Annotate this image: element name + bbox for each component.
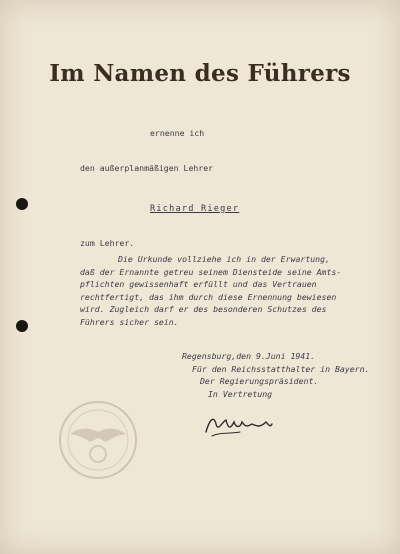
recipient-name: Richard Rieger — [150, 204, 240, 214]
punch-hole — [16, 320, 28, 332]
body-line: pflichten gewissenhaft erfüllt und das Vertrauen — [80, 279, 317, 290]
body-line: wird. Zugleich darf er des besonderen Schutzes des — [80, 304, 327, 315]
role-line: zum Lehrer. — [80, 238, 135, 248]
authority-line: Für den Reichsstatthalter in Bayern. — [192, 363, 370, 374]
body-paragraph — [80, 253, 341, 329]
body-line: Führers sicher sein. — [80, 316, 179, 327]
place-date: Regensburg,den 9.Juni 1941. — [182, 351, 316, 361]
recipient-title: den außerplanmäßigen Lehrer — [80, 163, 214, 173]
body-line: daß der Ernannte getreu seinem Diensteide seine Amts- — [80, 266, 342, 277]
signature-icon — [200, 410, 280, 440]
body-line: rechtfertigt, das ihm durch diese Ernennung bewiesen — [80, 291, 337, 302]
body-line: Die Urkunde vollziehe ich in der Erwartung, — [118, 254, 330, 264]
eagle-seal-icon — [56, 398, 140, 482]
deputy-line: In Vertretung — [208, 388, 273, 399]
punch-hole — [16, 198, 28, 210]
appointment-phrase: ernenne ich — [150, 128, 205, 138]
official-title: Der Regierungspräsident. — [200, 376, 319, 387]
closing-block — [182, 350, 369, 400]
document-heading: Im Namen des Führers — [49, 60, 351, 87]
